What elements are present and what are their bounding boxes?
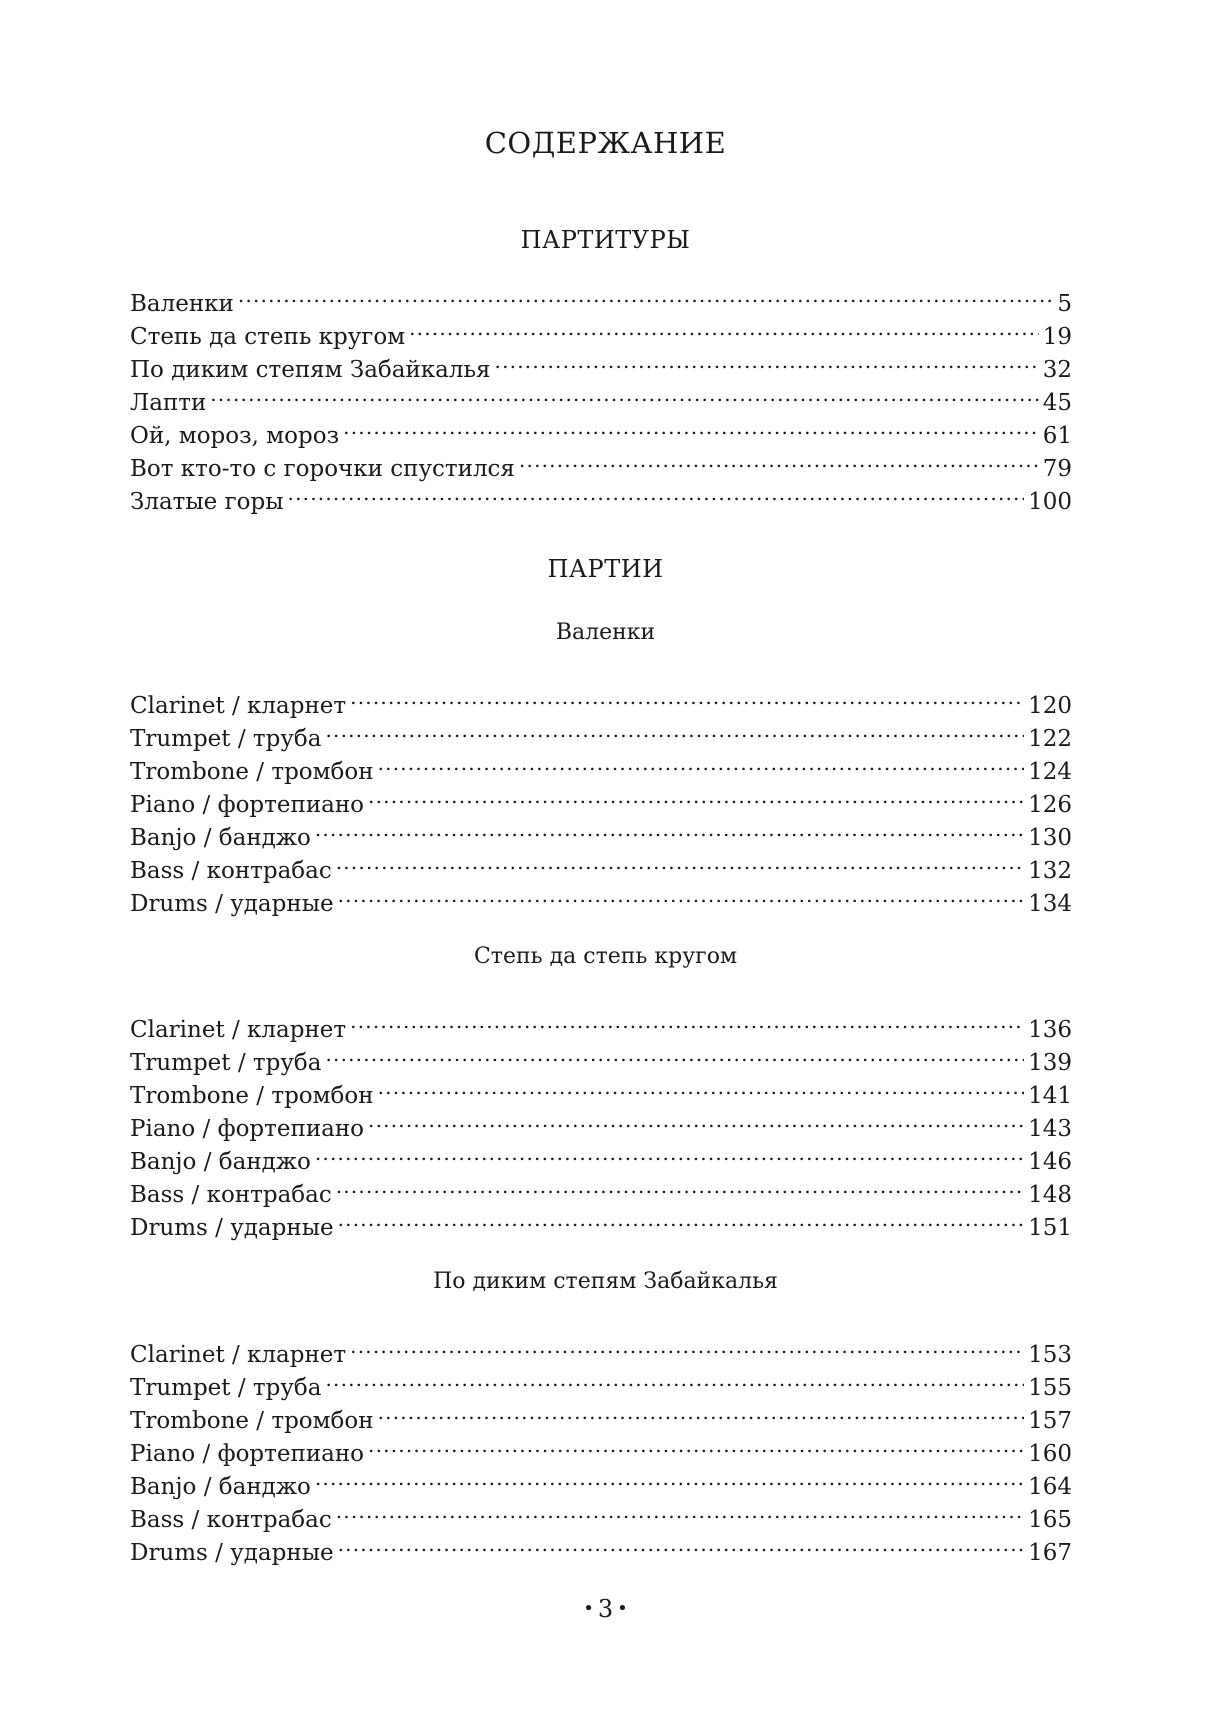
bullet-icon: • <box>617 1598 628 1619</box>
toc-entry-page: 136 <box>1028 1017 1072 1043</box>
toc-entry-page: 130 <box>1028 825 1072 851</box>
dot-leader <box>210 377 1038 410</box>
toc-entry-label: По диким степям Забайкалья <box>130 357 491 383</box>
toc-entry-label: Bass / контрабас <box>130 858 332 884</box>
toc-entry-page: 5 <box>1057 291 1072 317</box>
toc-entry-page: 45 <box>1042 390 1072 416</box>
toc-entry[interactable] <box>130 410 1072 449</box>
toc-entry-label: Trombone / тромбон <box>130 759 374 785</box>
toc-entry-page: 151 <box>1028 1215 1072 1241</box>
toc-entry-label: Piano / фортепиано <box>130 792 365 818</box>
parts-list <box>130 680 1072 917</box>
toc-entry-page: 160 <box>1028 1441 1072 1467</box>
toc-entry-page: 122 <box>1028 726 1072 752</box>
toc-entry-page: 126 <box>1028 792 1072 818</box>
toc-entry[interactable] <box>130 1329 1072 1368</box>
dot-leader <box>368 1428 1024 1461</box>
dot-leader <box>325 713 1024 746</box>
toc-entry-page: 134 <box>1028 891 1072 917</box>
dot-leader <box>409 311 1039 344</box>
dot-leader <box>336 845 1024 878</box>
dot-leader <box>350 680 1024 713</box>
dot-leader <box>315 812 1024 845</box>
toc-entry[interactable] <box>130 311 1072 350</box>
dot-leader <box>238 278 1053 311</box>
toc-entry-page: 155 <box>1028 1375 1072 1401</box>
parts-group-title: По диким степям Забайкалья <box>433 1269 778 1294</box>
dot-leader <box>325 1362 1024 1395</box>
dot-leader <box>288 476 1025 509</box>
parts-group-title: Степь да степь кругом <box>473 944 738 969</box>
toc-entry-page: 148 <box>1028 1182 1072 1208</box>
toc-entry-label: Trumpet / труба <box>130 726 322 752</box>
toc-entry-label: Вот кто-то с горочки спустился <box>130 456 515 482</box>
toc-entry-label: Ой, мороз, мороз <box>130 423 340 449</box>
toc-entry-page: 141 <box>1028 1083 1072 1109</box>
toc-entry-label: Валенки <box>130 291 234 317</box>
toc-entry-label: Trumpet / труба <box>130 1050 322 1076</box>
parts-heading: ПАРТИИ <box>547 555 664 583</box>
parts-list <box>130 1329 1072 1566</box>
bullet-icon: • <box>583 1598 594 1619</box>
dot-leader <box>336 1494 1024 1527</box>
scores-heading: ПАРТИТУРЫ <box>520 226 691 254</box>
toc-entry-page: 61 <box>1042 423 1072 449</box>
page-number-value: 3 <box>597 1595 614 1623</box>
toc-entry[interactable] <box>130 377 1072 416</box>
dot-leader <box>350 1329 1024 1362</box>
dot-leader <box>315 1136 1024 1169</box>
toc-entry-label: Clarinet / кларнет <box>130 1017 347 1043</box>
dot-leader <box>368 1103 1024 1136</box>
dot-leader <box>350 1004 1024 1037</box>
toc-entry-label: Banjo / банджо <box>130 1474 311 1500</box>
toc-entry-label: Drums / ударные <box>130 1540 334 1566</box>
toc-entry-label: Степь да степь кругом <box>130 324 406 350</box>
page-title: СОДЕРЖАНИЕ <box>484 126 727 160</box>
toc-entry-label: Bass / контрабас <box>130 1507 332 1533</box>
toc-entry[interactable] <box>130 278 1072 317</box>
toc-entry-label: Златые горы <box>130 489 284 515</box>
toc-entry-page: 79 <box>1042 456 1072 482</box>
dot-leader <box>338 1202 1024 1235</box>
toc-entry-page: 153 <box>1028 1342 1072 1368</box>
toc-entry-label: Piano / фортепиано <box>130 1116 365 1142</box>
toc-entry-label: Bass / контрабас <box>130 1182 332 1208</box>
toc-entry-page: 19 <box>1042 324 1072 350</box>
toc-entry[interactable] <box>130 680 1072 719</box>
dot-leader <box>343 410 1039 443</box>
toc-entry-label: Piano / фортепиано <box>130 1441 365 1467</box>
dot-leader <box>368 779 1024 812</box>
toc-entry-page: 32 <box>1042 357 1072 383</box>
dot-leader <box>325 1037 1024 1070</box>
page-number <box>0 1595 1211 1623</box>
toc-entry-page: 164 <box>1028 1474 1072 1500</box>
toc-entry-page: 120 <box>1028 693 1072 719</box>
toc-entry-page: 157 <box>1028 1408 1072 1434</box>
toc-entry-page: 100 <box>1028 489 1072 515</box>
scores-list <box>130 278 1072 515</box>
dot-leader <box>338 1527 1024 1560</box>
toc-entry-label: Drums / ударные <box>130 891 334 917</box>
toc-entry[interactable] <box>130 1004 1072 1043</box>
toc-entry-label: Banjo / банджо <box>130 825 311 851</box>
toc-entry-label: Trumpet / труба <box>130 1375 322 1401</box>
parts-list <box>130 1004 1072 1241</box>
toc-entry-page: 167 <box>1028 1540 1072 1566</box>
dot-leader <box>378 746 1025 779</box>
dot-leader <box>495 344 1039 377</box>
toc-entry-label: Clarinet / кларнет <box>130 693 347 719</box>
parts-group-title: Валенки <box>555 620 656 645</box>
toc-entry-label: Trombone / тромбон <box>130 1408 374 1434</box>
toc-entry-page: 146 <box>1028 1149 1072 1175</box>
dot-leader <box>336 1169 1024 1202</box>
dot-leader <box>378 1070 1025 1103</box>
dot-leader <box>378 1395 1025 1428</box>
dot-leader <box>315 1461 1024 1494</box>
toc-entry-page: 139 <box>1028 1050 1072 1076</box>
toc-entry-page: 143 <box>1028 1116 1072 1142</box>
toc-entry-page: 124 <box>1028 759 1072 785</box>
toc-entry-label: Banjo / банджо <box>130 1149 311 1175</box>
dot-leader <box>519 443 1039 476</box>
toc-entry-label: Drums / ударные <box>130 1215 334 1241</box>
toc-entry-label: Trombone / тромбон <box>130 1083 374 1109</box>
toc-entry-label: Лапти <box>130 390 207 416</box>
toc-entry-label: Clarinet / кларнет <box>130 1342 347 1368</box>
toc-entry-page: 132 <box>1028 858 1072 884</box>
dot-leader <box>338 878 1024 911</box>
toc-entry-page: 165 <box>1028 1507 1072 1533</box>
